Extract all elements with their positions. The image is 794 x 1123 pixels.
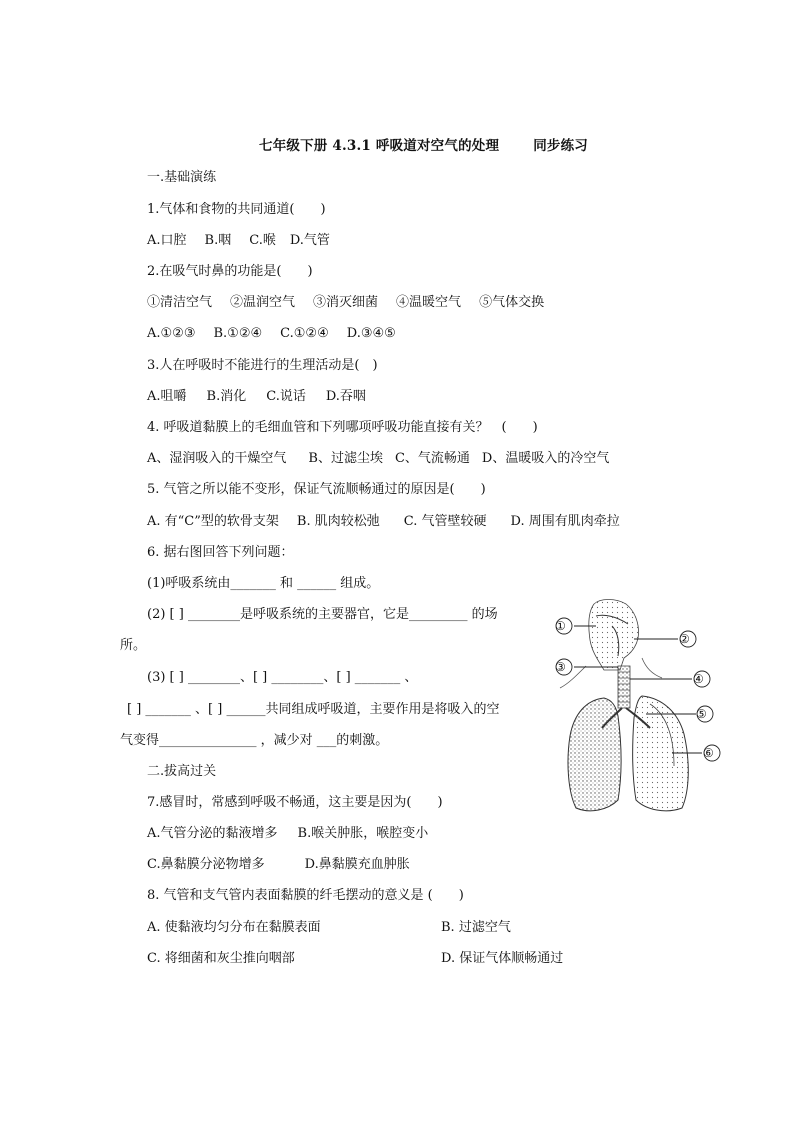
- q6-part3-line1: (3) [ ] ________、[ ] ________、[ ] _______ 、: [147, 670, 418, 685]
- q5-option-a: A. 有“C”型的软骨支架: [147, 514, 279, 529]
- q4-option-d: D、温暖吸入的冷空气: [481, 451, 610, 466]
- q1-options: [147, 232, 330, 250]
- q1-option-c: C.喉: [249, 233, 276, 248]
- diagram-label-1: ①: [555, 619, 566, 633]
- q2-option-b: B.①②④: [213, 326, 263, 341]
- diagram-label-6: ⑥: [703, 746, 714, 760]
- q6-part1: (1)呼吸系统由_______ 和 ______ 组成。: [147, 576, 380, 591]
- q3-option-c: C.说话: [266, 389, 306, 404]
- q6-part3-line3: 气变得_______________ ，减少对 ___的刺激。: [120, 733, 389, 748]
- q2-option-c: C.①②④: [280, 326, 329, 341]
- q7-option-d: D.鼻黏膜充血肿胀: [304, 857, 410, 872]
- q4-option-a: A、湿润吸入的干燥空气: [147, 451, 287, 466]
- q6-part2-line2: 所。: [120, 638, 147, 653]
- q3-option-b: B.消化: [206, 389, 247, 404]
- q4-stem: 4. 呼吸道黏膜上的毛细血管和下列哪项呼吸功能直接有关？ ( ): [147, 420, 538, 435]
- respiratory-system-diagram: [546, 596, 726, 818]
- q8-option-b: B. 过滤空气: [441, 920, 511, 935]
- q1-stem: 1.气体和食物的共同通道( ): [147, 202, 326, 217]
- q7-stem: 7.感冒时，常感到呼吸不畅通，这主要是因为( ): [147, 795, 443, 810]
- q6-part3-line2: [ ] _______ 、[ ] ______共同组成呼吸道，主要作用是将吸入的空: [127, 702, 500, 717]
- section-basic: 一.基础演练: [147, 170, 217, 185]
- q7-option-c: C.鼻黏膜分泌物增多: [147, 857, 265, 872]
- q4-option-c: C、气流畅通: [394, 451, 470, 466]
- diagram-label-3: ③: [555, 660, 566, 674]
- diagram-label-4: ④: [693, 672, 704, 686]
- q2-item-5: ⑤气体交换: [479, 295, 545, 310]
- q8-option-d: D. 保证气体顺畅通过: [441, 951, 564, 966]
- q6-stem: 6. 据右图回答下列问题：: [147, 545, 294, 560]
- q7-option-b: B.喉关肿胀，喉腔变小: [297, 826, 429, 841]
- q5-stem: 5. 气管之所以能不变形，保证气流顺畅通过的原因是( ): [147, 482, 486, 497]
- q7-option-a: A.气管分泌的黏液增多: [147, 826, 278, 841]
- q2-stem: 2.在吸气时鼻的功能是( ): [147, 264, 313, 279]
- q8-stem: 8. 气管和支气管内表面黏膜的纤毛摆动的意义是 ( ): [147, 888, 464, 903]
- title-right: 同步练习: [533, 138, 588, 154]
- q5-option-c: C. 气管壁较硬: [403, 514, 487, 529]
- q1-option-b: B.咽: [204, 233, 232, 248]
- section-advanced: 二.拔高过关: [147, 764, 217, 779]
- q8-option-c: C. 将细菌和灰尘推向咽部: [147, 951, 295, 966]
- q3-option-a: A.咀嚼: [147, 389, 187, 404]
- q4-options: [147, 450, 609, 468]
- title-main: 七年级下册 4.3.1 呼吸道对空气的处理: [259, 138, 500, 154]
- q5-option-b: B. 肌肉较松弛: [296, 514, 380, 529]
- q5-options: [147, 513, 620, 531]
- q8-option-a: A. 使黏液均匀分布在黏膜表面: [147, 920, 321, 935]
- q2-items: [147, 294, 544, 312]
- q2-option-a: A.①②③: [147, 326, 196, 341]
- q2-option-d: D.③④⑤: [346, 326, 396, 341]
- q1-option-a: A.口腔: [147, 233, 187, 248]
- q4-option-b: B、过滤尘埃: [308, 451, 383, 466]
- q2-options: [147, 325, 396, 343]
- q2-item-4: ④温暖空气: [396, 295, 462, 310]
- q7-options-row2: [147, 856, 410, 874]
- q3-options: [147, 388, 366, 406]
- diagram-label-5: ⑤: [696, 707, 707, 721]
- q2-item-1: ①清洁空气: [147, 295, 213, 310]
- q6-part2-line1: (2) [ ] ________是呼吸系统的主要器官，它是_________ 的场: [147, 607, 498, 622]
- q2-item-3: ③消灭细菌: [313, 295, 379, 310]
- q1-option-d: D.气管: [289, 233, 330, 248]
- q2-item-2: ②温润空气: [230, 295, 296, 310]
- q7-options-row1: [147, 825, 428, 843]
- diagram-label-2: ②: [679, 632, 690, 646]
- q5-option-d: D. 周围有肌肉牵拉: [510, 514, 620, 529]
- q3-stem: 3.人在呼吸时不能进行的生理活动是( ): [147, 358, 378, 373]
- page-title: [259, 137, 588, 155]
- q3-option-d: D.吞咽: [325, 389, 366, 404]
